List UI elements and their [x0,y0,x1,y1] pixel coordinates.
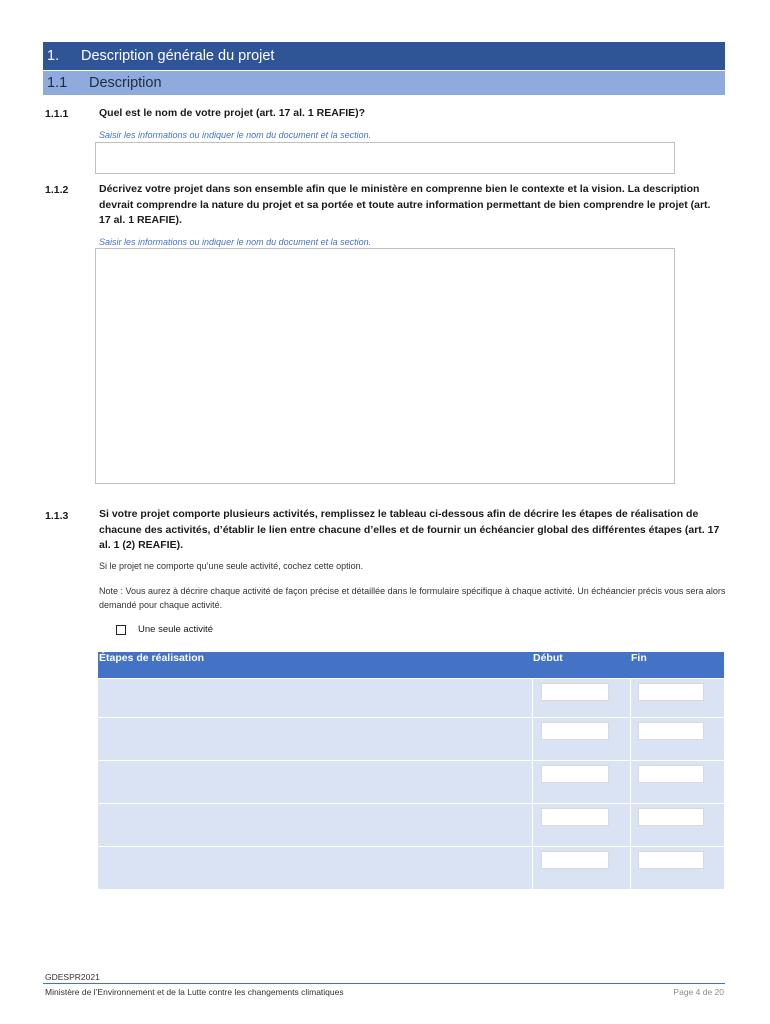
project-description-field[interactable] [95,248,675,484]
table-row [98,846,724,889]
stage-cell[interactable] [98,678,532,717]
header-fin: Fin [630,652,724,678]
question-number: 1.1.1 [45,108,69,120]
end-date-field[interactable] [638,851,704,869]
subsection-header [43,71,725,95]
table-row [98,717,724,760]
stage-cell[interactable] [98,846,532,889]
section-header [43,42,725,70]
footer-organization: Ministère de l’Environnement et de la Lutte contre les changements climatiques [45,987,344,997]
field-hint: Saisir les informations ou indiquer le nom du document et la section. [99,237,372,247]
section-title: Description générale du projet [81,48,275,64]
start-date-field[interactable] [541,765,609,783]
start-date-field[interactable] [541,683,609,701]
field-hint: Saisir les informations ou indiquer le nom du document et la section. [99,130,372,140]
end-date-field[interactable] [638,765,704,783]
start-date-cell [532,846,630,889]
question-number: 1.1.2 [45,184,69,196]
note-text: Note : Vous aurez à décrire chaque activité de façon précise et détaillée dans le formulaire spécifique à chaque activité. Un échéancier précis vous sera alors demandé pour chaque activité. [99,586,726,610]
question-text: Décrivez votre projet dans son ensemble afin que le ministère en comprenne bien le contexte et la vision. La description devrait comprendre la nature du projet et sa portée et toute autre information permettant de bien comprendre le projet (art. 17 al. 1 REAFIE). [99,183,711,226]
start-date-field[interactable] [541,722,609,740]
end-date-cell [630,717,724,760]
question-number: 1.1.3 [45,510,69,522]
table-header-row [98,652,724,678]
question-text: Quel est le nom de votre projet (art. 17 al. 1 REAFIE)? [99,107,366,119]
start-date-field[interactable] [541,851,609,869]
header-debut: Début [532,652,630,678]
table-row [98,803,724,846]
header-etapes: Étapes de réalisation [98,652,532,678]
stages-table [98,652,724,889]
question-text: Si votre projet comporte plusieurs activités, remplissez le tableau ci-dessous afin de décrire les étapes de réalisation de chacune des activités, d’établir le lien entre chacune d’elles et de fournir un échéancier global des différentes étapes (art. 17 al. 1 (2) REAFIE). [99,508,720,551]
stage-cell[interactable] [98,803,532,846]
end-date-field[interactable] [638,722,704,740]
subsection-title: Description [89,75,162,91]
start-date-field[interactable] [541,808,609,826]
single-activity-checkbox[interactable] [116,625,126,635]
footer-divider [43,983,725,984]
table-row [98,760,724,803]
start-date-cell [532,717,630,760]
start-date-cell [532,678,630,717]
subsection-number: 1.1 [47,75,68,91]
footer-form-code: GDESPR2021 [45,972,100,982]
footer-page-number: Page 4 de 20 [673,987,724,997]
project-name-field[interactable] [95,142,675,174]
single-activity-label: Une seule activité [138,624,213,635]
end-date-cell [630,678,724,717]
stage-cell[interactable] [98,760,532,803]
section-number: 1. [47,48,60,64]
end-date-cell [630,760,724,803]
end-date-field[interactable] [638,808,704,826]
start-date-cell [532,760,630,803]
start-date-cell [532,803,630,846]
end-date-cell [630,803,724,846]
single-activity-option[interactable] [116,624,213,635]
stage-cell[interactable] [98,717,532,760]
end-date-cell [630,846,724,889]
end-date-field[interactable] [638,683,704,701]
instruction-text: Si le projet ne comporte qu’une seule activité, cochez cette option. [99,561,364,571]
table-row [98,678,724,717]
